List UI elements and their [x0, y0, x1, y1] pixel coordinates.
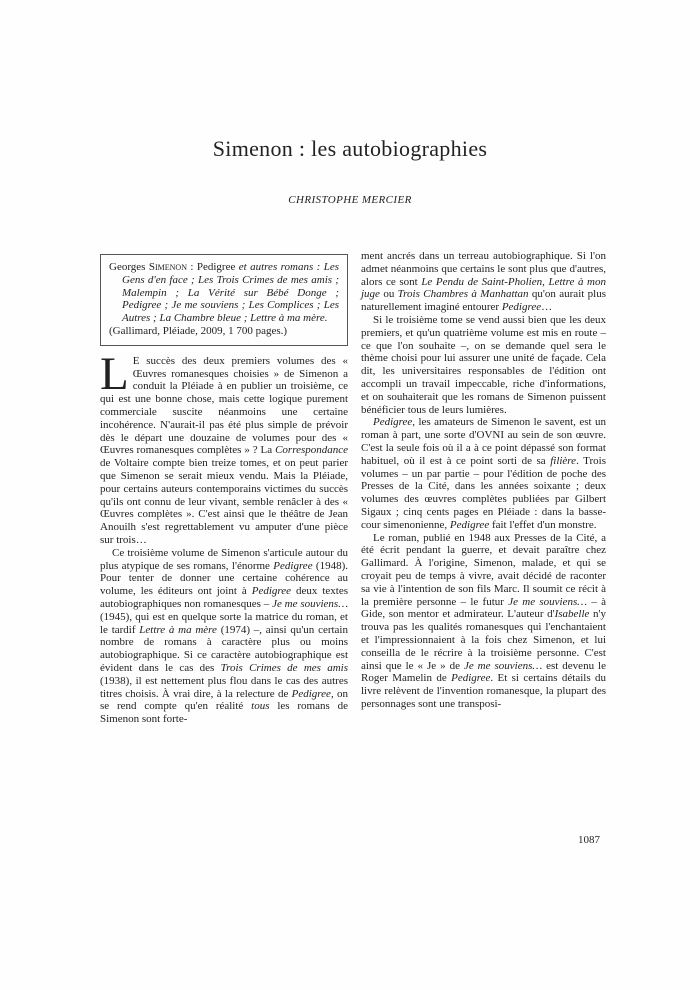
italic-text: Je me souviens… — [272, 597, 348, 610]
text-run: , les amateurs de Simenon le savent, est un roman à part, une sorte d'OVNI au sein de son œuvre. C'est la seule fois où il a à ce point dépassé son format habituel, où il est à ce point sorti de sa — [361, 416, 606, 467]
paragraph — [361, 250, 606, 314]
text-run: deux textes autobiographiques non romanesques – — [100, 585, 348, 610]
paragraph — [361, 532, 606, 711]
text-run: , — [542, 275, 549, 288]
italic-text: Pedigree — [501, 301, 542, 314]
italic-text: Pedigree — [251, 585, 292, 598]
italic-text: Le Pendu de Saint-Pholien — [421, 275, 543, 288]
text-run: fait l'effet d'un monstre. — [489, 518, 597, 531]
bibliography-publisher-line — [109, 325, 339, 338]
text-run: E succès des deux premiers volumes des « Œuvres romanesques choisies » de Simenon a conduit la Pléiade à en publier un troisième, ce qui est une bonne chose, mais cette logique purement commerciale suscite néanmoins une certaine incohérence. N'aurait-il pas été plus simple de prévoir dès le départ une douzaine de volumes pour des « Œuvres romanesques complètes » ? La — [100, 354, 348, 457]
italic-text: Je me souviens… — [508, 595, 588, 608]
italic-text: Pedigree — [373, 416, 413, 429]
italic-text: Correspondance — [275, 444, 348, 457]
italic-text: Lettre à mon juge — [361, 275, 606, 301]
text-run: les romans de Simenon sont forte- — [100, 700, 348, 726]
right-column-text — [361, 250, 606, 711]
text-run: , on se rend compte qu'en réalité — [100, 687, 348, 713]
left-column-text — [100, 347, 349, 726]
italic-text: Pedigree — [291, 687, 331, 700]
article-title: Simenon : les autobiographies — [212, 136, 488, 161]
italic-text: Isabelle — [554, 608, 590, 621]
paragraph — [361, 314, 606, 416]
text-run: : Pedigree — [187, 261, 239, 273]
italic-text: Trois Chambres à Manhattan — [397, 288, 529, 301]
text-run: … — [541, 301, 553, 314]
text-run: qu'on aurait plus naturellement imaginé entourer — [361, 288, 606, 314]
italic-text: Trois Crimes de mes amis — [220, 661, 348, 674]
text-run: est devenu le Roger Mamelin de — [361, 659, 606, 685]
italic-text: et autres romans : Les Gens d'en face ; Les Trois Crimes de mes amis ; Malempin ; La Vérité sur Bébé Donge ; Pedigree ; Je me souviens ; Les Complices ; Les Autres ; La Chambre bleue ; Lettre à ma mère. — [122, 261, 339, 325]
italic-text: filière — [550, 454, 577, 467]
article-author: CHRISTOPHE MERCIER — [288, 194, 412, 206]
text-run: (1945), qui est en quelque sorte la matrice du roman, et le tardif — [100, 610, 348, 636]
italic-text: tous — [251, 700, 270, 713]
small-caps-text: Simenon — [148, 261, 187, 273]
drop-cap: L — [100, 347, 129, 400]
text-run: de Voltaire compte bien treize tomes, et on peut parier que Simenon se serait mieux vendu. Mais la Pléiade, pour certains auteurs contemporains victimes du succès qu'ils ont connu de leur vivant, semble renâcler à des « Œuvres complètes ». C'est ainsi que le théâtre de Jean Anouilh s'est regrettablement vu amputer d'une pièce sur trois… — [100, 457, 348, 546]
italic-text: Lettre à ma mère — [139, 623, 217, 636]
text-run: – à Gide, son mentor et admirateur. L'auteur d' — [361, 595, 606, 621]
text-run: ou — [379, 288, 398, 301]
paragraph — [361, 416, 606, 531]
text-columns — [100, 250, 606, 726]
text-run: (Gallimard, Pléiade, 2009, 1 700 pages.) — [109, 324, 288, 337]
text-run: Le roman, publié en 1948 aux Presses de la Cité, a été écrit pendant la guerre, et devait paraître chez Gallimard. À l'origine, Simenon, malade, et qui se croyait peu de temps à vivre, avait décidé de raconter sa vie à l'intention de son fils Marc. Il soumit ce récit à la première personne – le futur — [361, 531, 606, 608]
text-run: Georges — [109, 261, 149, 273]
text-run: . Et si certains détails du livre relèvent de l'invention romanesque, la plupart des personnages sont une transposi- — [361, 672, 607, 710]
left-column — [100, 250, 348, 726]
text-run: (1974) –, ainsi qu'un certain nombre de romans à caractère plus ou moins autobiographique. Si ce caractère autobiographique est évident dans le cas des — [100, 623, 348, 674]
paragraph — [100, 547, 348, 726]
bibliography-box — [100, 254, 348, 346]
text-run: (1948). Pour tenter de donner une certaine cohérence au volume, les éditeurs ont joint à — [100, 559, 349, 598]
page-number: 1087 — [578, 834, 600, 846]
text-run: . Trois volumes – un par partie – pour l'édition de poche des Presses de la Cité, dans les années soixante ; deux volumes des œuvres complètes publiées par Gilbert Sigaux ; cinq cents pages en Pléiade : dans la basse-cour simenonienne, — [361, 454, 606, 531]
text-run: Ce troisième volume de Simenon s'articule autour du plus atypique de ses romans, l'énorme — [100, 546, 348, 572]
italic-text: Pedigree — [273, 559, 313, 572]
italic-text: Je me souviens… — [463, 659, 543, 672]
text-run: n'y trouva pas les qualités romanesques qui l'enchantaient et l'impressionnaient à la fois chez Simenon, et lui conseilla de le récrire à la troisième personne. C'est ainsi que le « Je » de — [361, 608, 606, 672]
paragraph — [100, 347, 348, 547]
text-run: (1938), il est nettement plus flou dans le cas des autres titres choisis. À vrai dire, à la relecture de — [100, 674, 348, 700]
text-run: ment ancrés dans un terreau autobiographique. Si l'on admet néanmoins que certains le sont plus que d'autres, alors ce sont — [361, 250, 606, 288]
bibliography-citation — [109, 261, 339, 325]
right-column — [361, 250, 606, 726]
italic-text: Pedigree — [451, 672, 491, 685]
italic-text: Pedigree — [449, 518, 490, 531]
text-run: Si le troisième tome se vend aussi bien que les deux premiers, et qu'un quatrième volume est mis en route – ce que l'on souhaite –, on se demande quel sera le thème choisi pour lui assurer une unité de façade. Cela dit, les universitaires responsables de l'édition ont accompli un travail impeccable, riche d'informations, et on souhaiterait que les romans de Simenon puissent bénéficier tous de leurs lumières. — [361, 313, 606, 416]
